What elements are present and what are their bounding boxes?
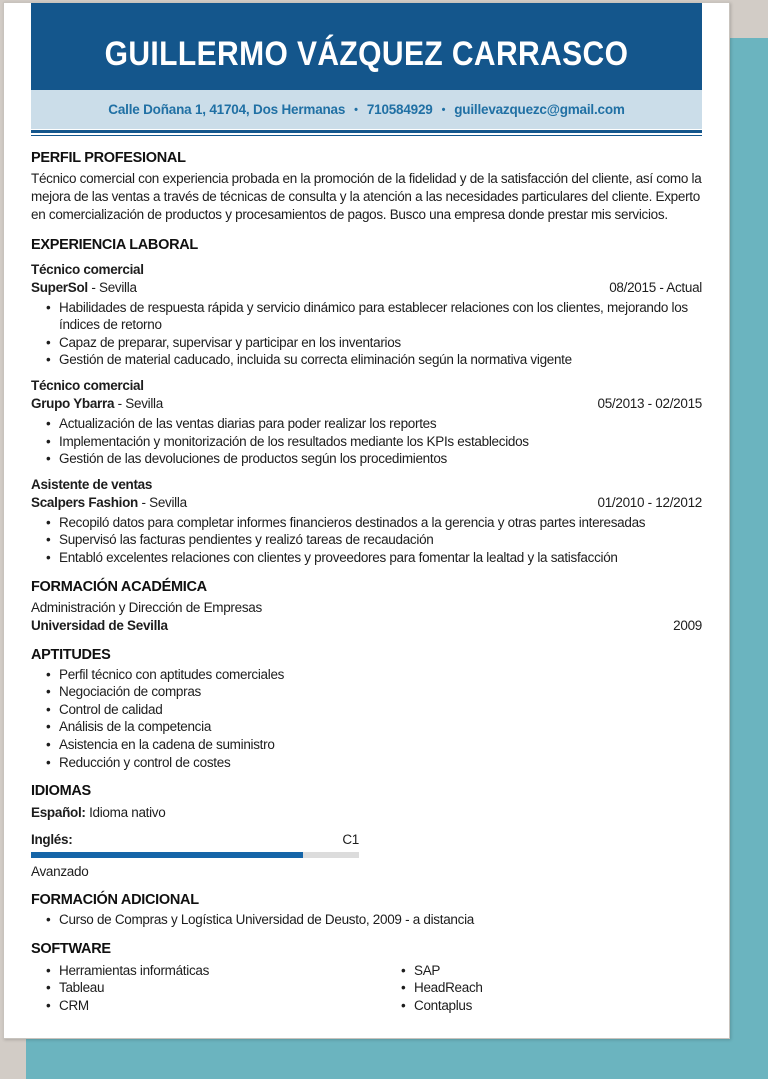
section-experience <box>31 237 702 567</box>
job-location: Sevilla <box>125 395 163 411</box>
job-company: Scalpers Fashion <box>31 494 138 510</box>
education-degree: Administración y Dirección de Empresas <box>31 599 262 615</box>
language-english-label: Inglés: <box>31 832 73 848</box>
job-bullet: • Habilidades de respuesta rápida y servicio dinámico para establecer relaciones con los clientes, mejorando los índices de retorno <box>46 299 702 334</box>
language-english-row <box>31 831 359 848</box>
aptitude-item: • Reducción y control de costes <box>46 754 702 772</box>
language-native-row <box>31 804 702 822</box>
job-bullet: • Entabló excelentes relaciones con clientes y proveedores para fomentar la lealtad y la satisfacción <box>46 549 702 567</box>
profile-section-title: PERFIL PROFESIONAL <box>31 150 186 166</box>
section-additional-training <box>31 892 702 929</box>
candidate-name: GUILLERMO VÁZQUEZ CARRASCO <box>104 35 629 73</box>
contact-bar <box>31 90 702 129</box>
job-company: Grupo Ybarra <box>31 395 115 411</box>
additional-item: • Curso de Compras y Logística Universidad de Deusto, 2009 - a distancia <box>46 911 702 929</box>
job-dates: 01/2010 - 12/2012 <box>597 494 702 510</box>
job-dates: 05/2013 - 02/2015 <box>597 395 702 411</box>
education-school: Universidad de Sevilla <box>31 617 168 633</box>
additional-list <box>31 911 702 929</box>
software-list-left <box>31 962 386 1015</box>
job-bullet: • Supervisó las facturas pendientes y realizó tareas de recaudación <box>46 531 702 549</box>
job-location: Sevilla <box>98 279 137 295</box>
job-company-separator: - <box>138 494 150 510</box>
language-english-block <box>31 831 359 880</box>
job-role: Técnico comercial <box>31 261 144 277</box>
education-section-title: FORMACIÓN ACADÉMICA <box>31 578 207 595</box>
language-native-label: Español: <box>31 805 86 821</box>
language-english-level: C1 <box>342 832 359 848</box>
contact-phone: 710584929 <box>366 102 433 117</box>
job-company-line <box>31 279 137 297</box>
resume-page <box>3 2 730 1039</box>
job-meta <box>31 494 702 512</box>
aptitudes-section-title: APTITUDES <box>31 646 111 663</box>
contact-email[interactable]: guillevazquezc@gmail.com <box>454 102 625 117</box>
job-company-separator: - <box>87 279 99 295</box>
software-item: • HeadReach <box>401 979 483 997</box>
section-languages <box>31 783 702 880</box>
contact-separator-dot: • <box>441 103 446 116</box>
resume-header <box>31 3 702 90</box>
job-bullet: • Gestión de las devoluciones de productos según los procedimientos <box>46 450 702 468</box>
experience-section-title: EXPERIENCIA LABORAL <box>31 236 198 253</box>
education-year: 2009 <box>673 617 702 633</box>
software-columns <box>31 960 702 1019</box>
job-entry <box>31 261 702 369</box>
job-bullet: • Implementación y monitorización de los resultados mediante los KPIs establecidos <box>46 433 702 451</box>
job-company-line <box>31 395 163 413</box>
language-progress-track <box>31 852 359 858</box>
job-company-separator: - <box>114 395 126 411</box>
job-location: Sevilla <box>149 494 187 510</box>
job-role: Asistente de ventas <box>31 476 153 492</box>
language-english-level-name: Avanzado <box>31 864 89 880</box>
section-aptitudes <box>31 647 702 772</box>
job-company: SuperSol <box>31 279 88 295</box>
job-bullet: • Capaz de preparar, supervisar y participar en los inventarios <box>46 334 702 352</box>
contact-address: Calle Doñana 1, 41704, Dos Hermanas <box>108 102 346 117</box>
job-company-line <box>31 494 187 512</box>
job-entry <box>31 476 702 567</box>
language-native-value: Idioma nativo <box>89 805 166 821</box>
job-bullet-list <box>31 514 702 567</box>
language-progress-fill <box>31 852 303 858</box>
section-education <box>31 579 702 635</box>
job-role: Técnico comercial <box>31 377 144 393</box>
aptitude-item: • Asistencia en la cadena de suministro <box>46 736 702 754</box>
aptitude-item: • Análisis de la competencia <box>46 718 702 736</box>
aptitude-item: • Perfil técnico con aptitudes comerciales <box>46 666 702 684</box>
software-item: • CRM <box>46 997 386 1015</box>
aptitudes-list <box>31 666 702 772</box>
job-meta <box>31 395 702 413</box>
section-profile <box>31 150 702 225</box>
education-meta <box>31 617 702 635</box>
software-item: • Tableau <box>46 979 386 997</box>
job-bullet: • Gestión de material caducado, incluida su correcta eliminación según la normativa vigente <box>46 351 702 369</box>
job-bullet: • Recopiló datos para completar informes financieros destinados a la gerencia y otras partes interesadas <box>46 514 702 532</box>
software-list-right <box>386 962 483 1015</box>
job-entry <box>31 377 702 468</box>
contact-separator-dot: • <box>354 103 358 116</box>
job-dates: 08/2015 - Actual <box>609 279 702 295</box>
software-item: • SAP <box>401 962 483 980</box>
additional-section-title: FORMACIÓN ADICIONAL <box>31 892 199 909</box>
job-bullet: • Actualización de las ventas diarias para poder realizar los reportes <box>46 415 702 433</box>
resume-body <box>4 136 729 1018</box>
job-bullet-list <box>31 299 702 369</box>
aptitude-item: • Control de calidad <box>46 701 702 719</box>
languages-section-title: IDIOMAS <box>31 783 91 800</box>
job-meta <box>31 279 702 297</box>
section-software <box>31 941 702 1019</box>
job-bullet-list <box>31 415 702 468</box>
aptitude-item: • Negociación de compras <box>46 683 702 701</box>
software-section-title: SOFTWARE <box>31 940 111 957</box>
profile-text: Técnico comercial con experiencia probada en la promoción de la fidelidad y de la satisfacción del cliente, así como la mejora de las ventas a través de técnicas de consulta y la atención a las necesidades particulares del cliente. Experto en comercialización de productos y procesamientos de pagos. Busco una empresa donde prestar mis servicios. <box>31 171 702 223</box>
software-item: • Herramientas informáticas <box>46 962 386 980</box>
software-item: • Contaplus <box>401 997 483 1015</box>
